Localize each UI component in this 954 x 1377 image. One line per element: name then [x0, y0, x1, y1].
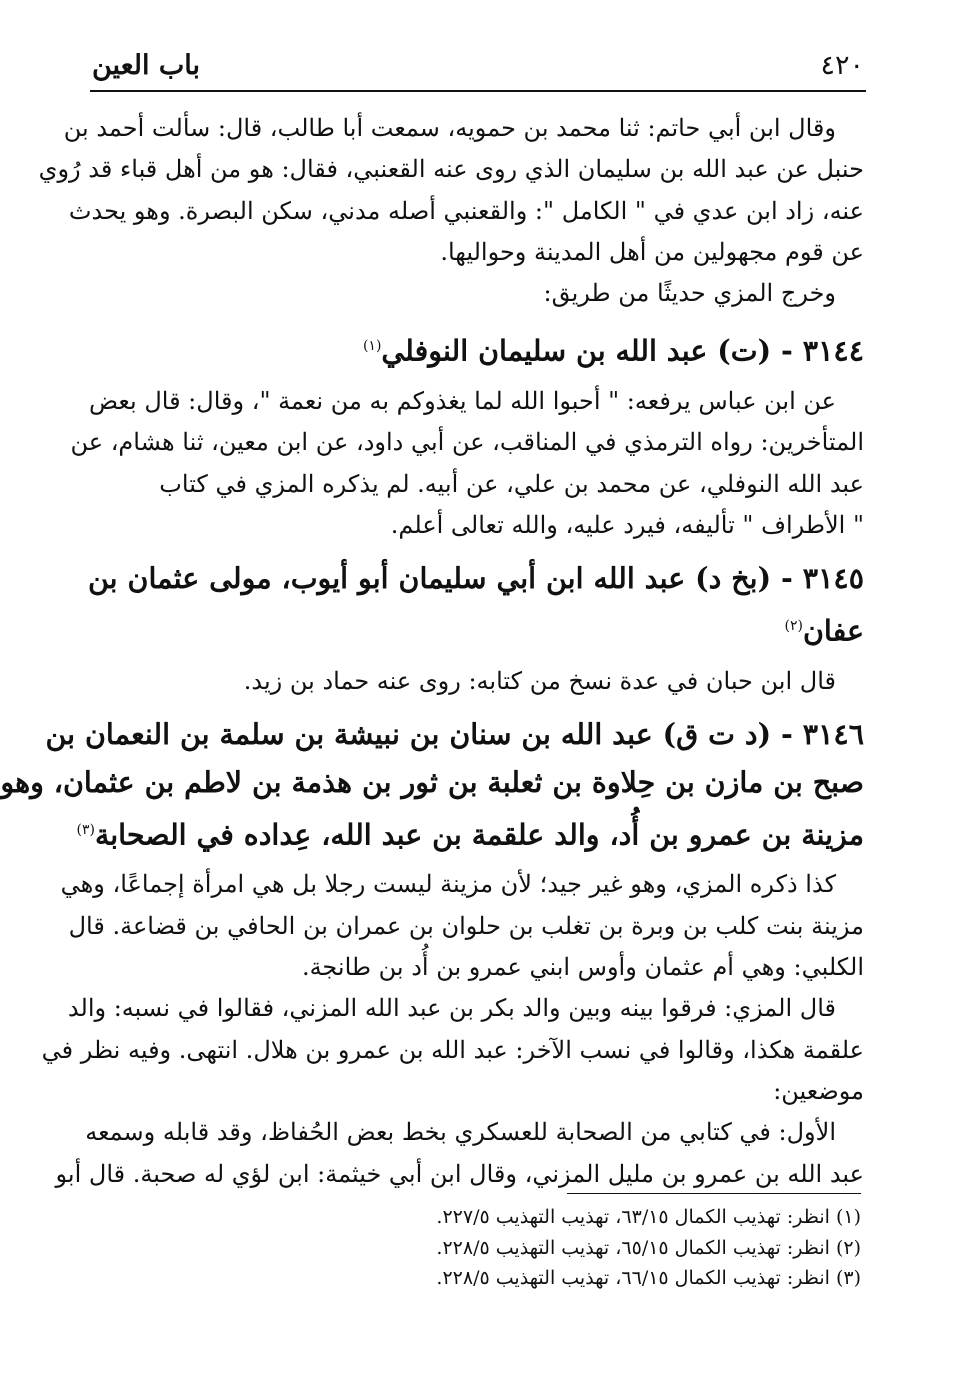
entry-title: ٣١٤٤ - (ت) عبد الله بن سليمان النوفلي	[381, 333, 864, 368]
text-line: " الأطراف " تأليفه، فيرد عليه، والله تعالى أعلم.	[390, 510, 864, 539]
text-line: علقمة هكذا، وقالوا في نسب الآخر: عبد الله بن عمرو بن هلال. انتهى. وفيه نظر في	[41, 1035, 864, 1064]
text-line: وقال ابن أبي حاتم: ثنا محمد بن حمويه، سمعت أبا طالب، قال: سألت أحمد بن	[63, 114, 836, 142]
text-line: عن ابن عباس يرفعه: " أحبوا الله لما يغذوكم به من نعمة "، وقال: قال بعض	[89, 386, 836, 415]
paragraph-3146-b	[41, 988, 864, 1112]
entry-title-line: ٣١٤٦ - (د ت ق) عبد الله بن سنان بن نبيشة بن سلمة بن النعمان بن	[45, 716, 864, 751]
paragraph-3146-a	[60, 864, 864, 988]
text-line: عنه، زاد ابن عدي في " الكامل ": والقعنبي أصله مدني، سكن البصرة. وهو يحدث	[68, 196, 864, 225]
text-line: عن قوم مجهولين من أهل المدينة وحواليها.	[440, 237, 864, 266]
main-text	[0, 108, 864, 1195]
footnote: (٣) انظر: تهذيب الكمال ٦٦/١٥، تهذيب التهذيب ٢٢٨/٥.	[436, 1267, 861, 1289]
entry-heading-3146	[0, 710, 864, 859]
text-line: عبد الله بن عمرو بن مليل المزني، وقال ابن أبي خيثمة: ابن لؤي له صحبة. قال أبو	[55, 1159, 864, 1188]
text-line: مزينة بنت كلب بن وبرة بن تغلب بن حلوان بن عمران بن الحافي بن قضاعة. قال	[68, 911, 864, 940]
entry-heading-3144	[92, 322, 864, 375]
text-line: قال المزي: فرقوا بينه وبين والد بكر بن عبد الله المزني، فقالوا في نسبه: والد	[67, 994, 836, 1023]
entry-title-line: عفان$^{(٢)}$	[784, 613, 864, 648]
running-header	[90, 40, 866, 92]
footnote: (١) انظر: تهذيب الكمال ٦٣/١٥، تهذيب التهذيب ٢٢٧/٥.	[436, 1206, 861, 1228]
footnotes	[330, 1202, 861, 1294]
footnote: (٢) انظر: تهذيب الكمال ٦٥/١٥، تهذيب التهذيب ٢٢٨/٥.	[436, 1236, 861, 1259]
page-number: ٤٢٠	[820, 50, 864, 81]
text-line: قال ابن حبان في عدة نسخ من كتابه: روى عنه حماد بن زيد.	[243, 666, 836, 695]
footnote-marker: (١)	[362, 338, 382, 355]
paragraph-ibn-abi-hatim	[38, 108, 864, 273]
paragraph-3146-c	[55, 1112, 864, 1195]
text-line: وخرج المزي حديثًا من طريق:	[543, 279, 836, 308]
footnote-marker: (٣)	[76, 821, 95, 838]
text-line: موضعين:	[773, 1076, 864, 1105]
text-line: الأول: في كتابي من الصحابة للعسكري بخط بعض الحُفاظ، وقد قابله وسمعه	[85, 1118, 836, 1147]
footnote-marker: (٢)	[784, 618, 803, 635]
footnote-divider	[567, 1193, 861, 1194]
text-line: حنبل عن عبد الله بن سليمان الذي روى عنه القعنبي، فقال: هو من أهل قباء قد رُوي	[38, 155, 864, 184]
text-line: عبد الله النوفلي، عن محمد بن علي، عن أبيه. لم يذكره المزي في كتاب	[159, 469, 864, 498]
text-line: المتأخرين: رواه الترمذي في المناقب، عن أبي داود، عن ابن معين، ثنا هشام، عن	[70, 428, 864, 457]
paragraph-3144	[70, 381, 864, 546]
entry-title-line: ٣١٤٥ - (بخ د) عبد الله ابن أبي سليمان أبو أيوب، مولى عثمان بن	[87, 561, 864, 596]
entry-title-line: مزينة بن عمرو بن أُد، والد علقمة بن عبد الله، عِداده في الصحابة$^{(٣)}$	[76, 817, 864, 852]
text-line: الكلبي: وهي أم عثمان وأوس ابني عمرو بن أُد بن طانجة.	[301, 953, 864, 982]
chapter-title: باب العين	[92, 50, 201, 81]
entry-title-line: صبح بن مازن بن حِلاوة بن ثعلبة بن ثور بن هذمة بن لاطم بن عثمان، وهو	[0, 764, 864, 799]
entry-heading-3145	[87, 554, 864, 655]
text-line: كذا ذكره المزي، وهو غير جيد؛ لأن مزينة ليست رجلا بل هي امرأة إجماعًا، وهي	[60, 870, 836, 899]
